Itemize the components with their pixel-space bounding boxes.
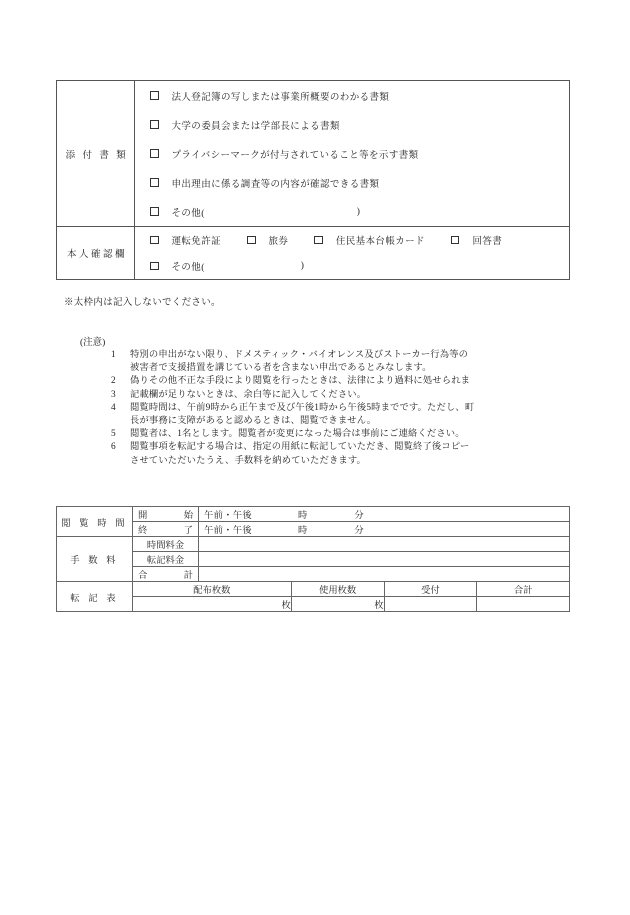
checkbox-label: 旅券 (268, 237, 289, 247)
checkbox-label: 大学の委員会または学部長による書類 (171, 121, 340, 132)
checkbox-icon[interactable] (150, 236, 159, 245)
checkbox-row[interactable] (135, 110, 569, 139)
checkbox-label: 運転免許証 (171, 237, 222, 247)
table-row-transcription-values (57, 597, 570, 612)
caution-heading: (注意) (80, 338, 106, 348)
sub-label-total-right: 計 (183, 571, 193, 581)
caution-line: 被害者で支援措置を講じている者を含まない申出であるとみなします。 (130, 363, 432, 374)
checkbox-label: プライバシーマークが付与されていること等を示す書類 (171, 150, 419, 161)
caution-line: 閲覧時間は、午前9時から正午まで及び午後1時から午後5時までです。ただし、町 (130, 402, 475, 413)
caution-text (130, 402, 581, 428)
checkbox-label: 住民基本台帳カード (335, 237, 425, 247)
checkbox-icon[interactable] (314, 236, 323, 245)
sub-label-end-left: 終 (138, 526, 148, 536)
caution-number: 1 (111, 350, 116, 360)
identity-verification-items (135, 227, 570, 280)
value-cell-total[interactable] (477, 597, 570, 612)
minute-unit-end: 分 (354, 526, 364, 536)
table-row-attached-documents (57, 81, 570, 227)
caution-number: 3 (111, 389, 116, 400)
caution-number: 4 (111, 402, 116, 413)
caution-line: 閲覧者は、1名とします。閲覧者が変更になった場合は事前にご連絡ください。 (130, 429, 465, 440)
table-row-identity-verification (57, 227, 570, 280)
caution-text (130, 375, 581, 388)
caution-line: 記載欄が足りないときは、余白等に記入してください。 (130, 389, 367, 400)
caution-line: させていただいたうえ、手数料を納めていただきます。 (130, 455, 366, 466)
caution-line: 特別の申出がない限り、ドメスティック・バイオレンス及びストーカー行為等の (130, 350, 469, 360)
caution-text (130, 428, 581, 441)
sub-label-transcription-fee: 転記料金 (133, 552, 199, 567)
table-row-fee-hourly (57, 537, 570, 552)
caution-item (111, 402, 581, 428)
value-cell-distributed[interactable]: 枚 (133, 597, 292, 612)
caution-number: 2 (111, 376, 116, 387)
sub-label-start-left: 開 (138, 511, 148, 521)
group-label-transcription: 転 記 表 (57, 582, 133, 612)
row-label-identity-verification: 本人確認欄 (57, 227, 135, 280)
caution-text (130, 349, 581, 375)
sub-label-start-right: 始 (183, 511, 193, 521)
close-paren: ) (300, 261, 304, 271)
identity-options-row[interactable] (135, 227, 569, 253)
table-row-fee-transcription (57, 552, 570, 567)
checkbox-label: 回答書 (472, 237, 503, 247)
checkbox-icon[interactable] (150, 178, 159, 187)
hour-unit-start: 時 (298, 511, 308, 521)
checkbox-icon[interactable] (150, 262, 159, 271)
checkbox-label-other: その他( (171, 263, 205, 273)
ampm-selector-end[interactable]: 午前・午後 (204, 526, 252, 536)
record-table (56, 506, 570, 612)
table-row-transcription-header (57, 582, 570, 597)
caution-item (111, 375, 581, 388)
row-label-attached-documents: 添 付 書 類 (57, 81, 135, 227)
checkbox-row-other[interactable] (135, 197, 569, 226)
column-header-distributed: 配布枚数 (133, 582, 292, 597)
checkbox-row[interactable] (135, 168, 569, 197)
identity-other-row[interactable] (135, 253, 569, 279)
checkbox-row[interactable] (135, 81, 569, 110)
sub-label-total-left: 合 (138, 571, 148, 581)
attached-documents-items (135, 81, 570, 227)
thick-border-note: ※太枠内は記入しないでください。 (64, 298, 221, 308)
group-label-fees: 手 数 料 (57, 537, 133, 582)
caution-text (130, 441, 581, 467)
minute-unit-start: 分 (354, 511, 364, 521)
value-cell-start-time[interactable] (199, 507, 570, 522)
sub-label-hourly-fee: 時間料金 (133, 537, 199, 552)
caution-item (111, 441, 581, 467)
column-header-used: 使用枚数 (291, 582, 384, 597)
sub-label-fee-total (133, 567, 199, 582)
checkbox-icon[interactable] (451, 236, 460, 245)
caution-item (111, 389, 581, 402)
column-header-total: 合計 (477, 582, 570, 597)
caution-number: 6 (111, 442, 116, 453)
table-row-viewing-time-start (57, 507, 570, 522)
value-cell-fee-total[interactable] (199, 567, 570, 582)
hour-unit-end: 時 (298, 526, 308, 536)
checkbox-icon[interactable] (150, 207, 159, 216)
value-cell-transcription-fee[interactable] (199, 552, 570, 567)
value-cell-used[interactable]: 枚 (291, 597, 384, 612)
value-cell-end-time[interactable] (199, 522, 570, 537)
checkbox-label-other: その他( (171, 208, 205, 219)
value-cell-reception[interactable] (384, 597, 477, 612)
group-label-viewing-time: 閲 覧 時 間 (57, 507, 133, 537)
caution-number: 5 (111, 429, 116, 440)
checkbox-icon[interactable] (150, 120, 159, 129)
attachment-table (56, 80, 570, 280)
caution-text (130, 389, 581, 402)
sub-label-end-right: 了 (183, 526, 193, 536)
checkbox-label: 申出理由に係る調査等の内容が確認できる書類 (171, 179, 380, 190)
checkbox-icon[interactable] (150, 149, 159, 158)
value-cell-hourly-fee[interactable] (199, 537, 570, 552)
column-header-reception: 受付 (384, 582, 477, 597)
caution-line: 長が事務に支障があると認めるときは、閲覧できません。 (130, 416, 377, 427)
table-row-fee-total (57, 567, 570, 582)
close-paren: ) (356, 206, 360, 217)
caution-item (111, 428, 581, 441)
checkbox-label: 法人登記簿の写しまたは事業所概要のわかる書類 (171, 92, 390, 103)
caution-list (111, 349, 581, 468)
sub-label-start (133, 507, 199, 522)
ampm-selector-start[interactable]: 午前・午後 (204, 511, 252, 521)
caution-line: 閲覧事項を転記する場合は、指定の用紙に転記していただき、閲覧終了後コピー (130, 442, 470, 453)
caution-line: 偽りその他不正な手段により閲覧を行ったときは、法律により過料に処せられま (130, 376, 471, 387)
sub-label-end (133, 522, 199, 537)
caution-item (111, 349, 581, 375)
checkbox-row[interactable] (135, 139, 569, 168)
checkbox-icon[interactable] (247, 236, 256, 245)
checkbox-icon[interactable] (150, 91, 159, 100)
table-row-viewing-time-end (57, 522, 570, 537)
